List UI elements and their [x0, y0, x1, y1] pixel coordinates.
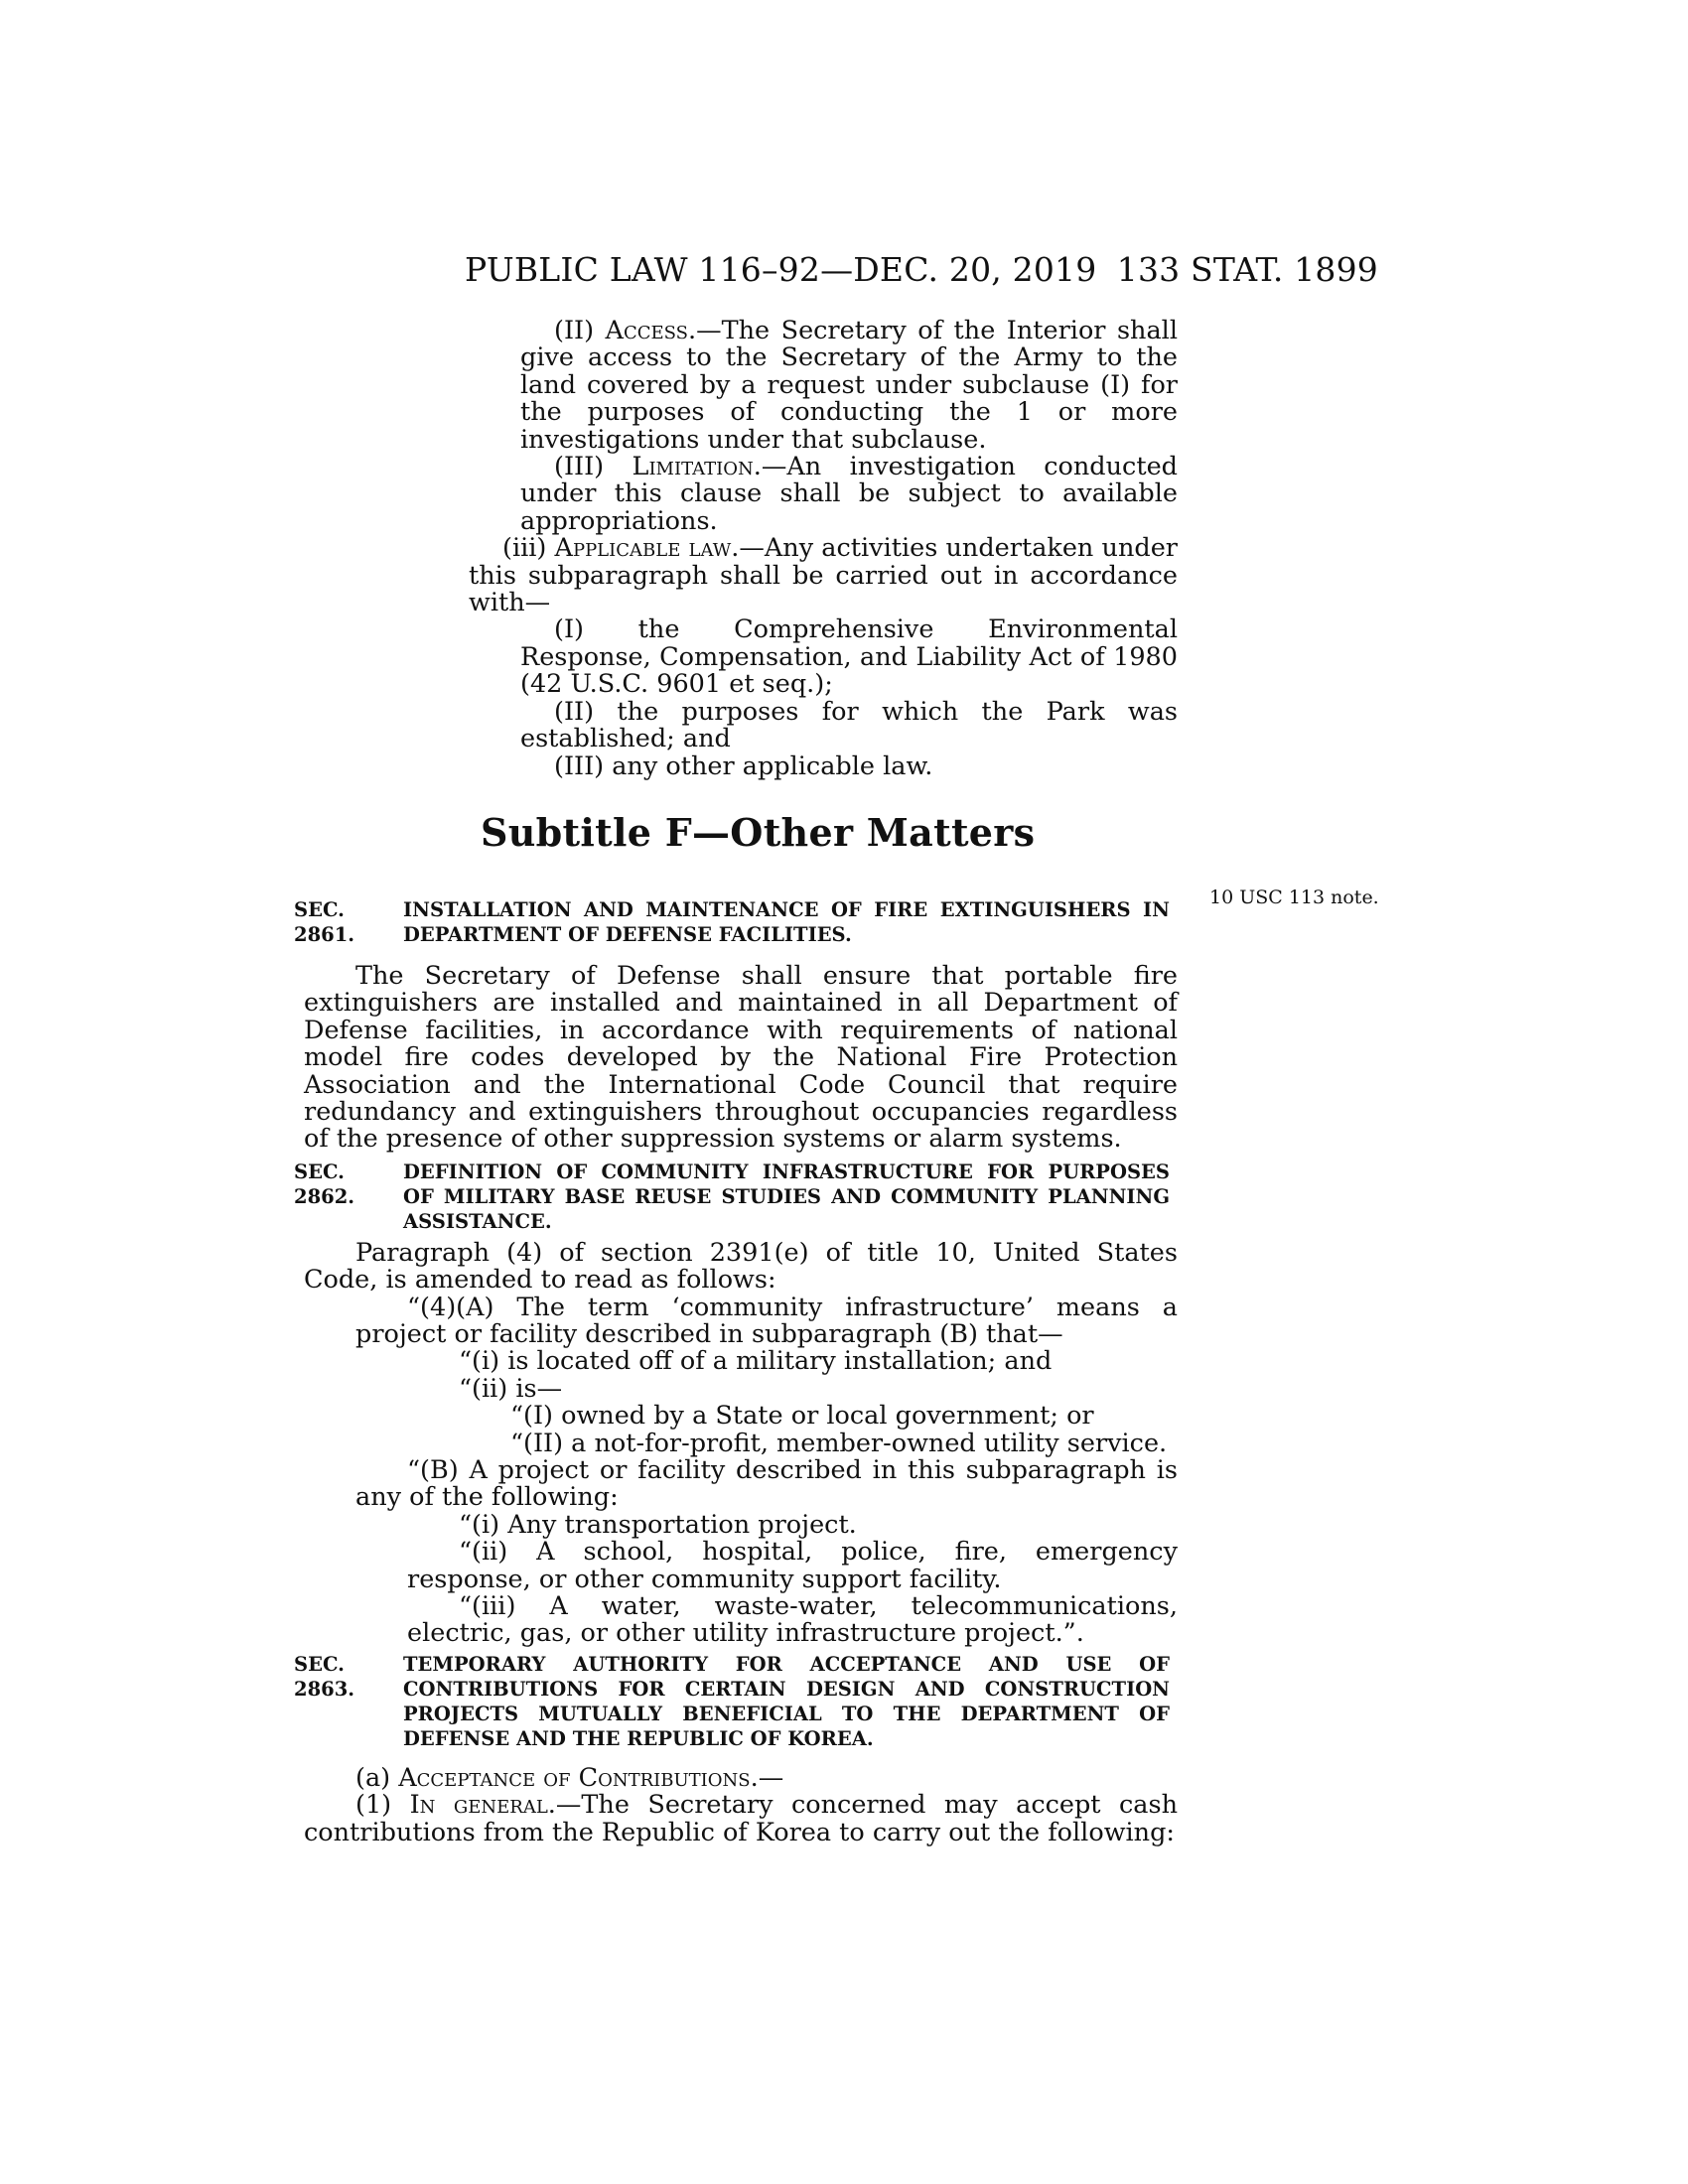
para-cercla: (I) the Comprehensive Environmental Response, Compensation, and Liability Act of 1980 (42 U.S.C. 9601 et seq.);: [520, 614, 1178, 700]
statute-page-number: 133 STAT. 1899: [1116, 250, 1378, 289]
section-title: TEMPORARY AUTHORITY FOR ACCEPTANCE AND USE OF CONTRIBUTIONS FOR CERTAIN DESIGN AND CONSTRUCTION PROJECTS MUTUALLY BENEFICIAL TO THE DEPARTMENT OF DEFENSE AND THE REPUBLIC OF KOREA.: [403, 1652, 1170, 1750]
subsection-a: (a) Acceptance of Contributions.—: [355, 1762, 784, 1793]
page-header: [465, 250, 1378, 294]
para-park-purposes: (II) the purposes for which the Park was established; and: [520, 696, 1178, 754]
heading-access: Access: [605, 316, 688, 345]
heading-applicable-law: Applicable law: [554, 533, 732, 564]
section-number: SEC. 2862.: [294, 1160, 355, 1208]
definition-a-ii: “(ii) is—: [459, 1373, 563, 1404]
section-number: SEC. 2861.: [294, 897, 355, 946]
subtitle-heading: Subtitle F—Other Matters: [481, 810, 1036, 855]
para-limitation: (III) Limitation.—An investigation conducted under this clause shall be subject to available appropriations.: [520, 452, 1178, 536]
section-2863-heading: [294, 1652, 1170, 1751]
definition-a-ii-I: “(I) owned by a State or local government; or: [510, 1401, 1094, 1432]
document-body: [294, 316, 1179, 1847]
public-law-citation: PUBLIC LAW 116–92—DEC. 20, 2019: [465, 250, 1097, 289]
definition-b-ii: “(ii) A school, hospital, police, fire, emergency response, or other community support facility.: [407, 1537, 1178, 1594]
section-2861-body: The Secretary of Defense shall ensure that portable fire extinguishers are installed and maintained in all Department of Defense facilities, in accordance with requirements of national model fire codes developed by the National Fire Protection Association and the International Code Council that require redundancy and extinguishers throughout occupancies regardless of the presence of other suppression systems or alarm systems.: [304, 960, 1178, 1155]
section-2862-heading: [294, 1160, 1170, 1234]
definition-b-iii: “(iii) A water, waste-water, telecommunications, electric, gas, or other utility infrastructure project.”.: [407, 1591, 1178, 1649]
section-number: SEC. 2863.: [294, 1652, 355, 1701]
definition-a: “(4)(A) The term ‘community infrastructure’ means a project or facility described in subparagraph (B) that—: [355, 1292, 1178, 1349]
definition-a-ii-II: “(II) a not-for-profit, member-owned utility service.: [510, 1428, 1168, 1458]
para-applicable-law: (iii) Applicable law.—Any activities undertaken under this subparagraph shall be carried out in accordance with—: [469, 533, 1178, 618]
definition-b-i: “(i) Any transportation project.: [459, 1509, 857, 1540]
section-title: DEFINITION OF COMMUNITY INFRASTRUCTURE FOR PURPOSES OF MILITARY BASE REUSE STUDIES AND COMMUNITY PLANNING ASSISTANCE.: [403, 1160, 1170, 1233]
heading-limitation: Limitation: [632, 452, 754, 482]
definition-a-i: “(i) is located off of a military installation; and: [459, 1346, 1053, 1377]
heading-in-general: In general: [409, 1790, 548, 1821]
para-other-law: (III) any other applicable law.: [554, 751, 933, 781]
section-title: INSTALLATION AND MAINTENANCE OF FIRE EXTINGUISHERS IN DEPARTMENT OF DEFENSE FACILITIES.: [403, 897, 1170, 946]
margin-note: 10 USC 113 note.: [1209, 887, 1379, 908]
para-access: (II) Access.—The Secretary of the Interior shall give access to the Secretary of the Army to the land covered by a request under subclause (I) for the purposes of conducting the 1 or more investigations under that subclause.: [520, 316, 1178, 455]
paragraph-1: (1) In general.—The Secretary concerned may accept cash contributions from the Republic of Korea to carry out the following:: [304, 1790, 1179, 1847]
section-2861-heading: [294, 897, 1170, 947]
section-2862-intro: Paragraph (4) of section 2391(e) of title 10, United States Code, is amended to read as follows:: [304, 1237, 1178, 1296]
definition-b: “(B) A project or facility described in this subparagraph is any of the following:: [355, 1455, 1178, 1513]
heading-acceptance: Acceptance of Contributions: [398, 1762, 751, 1793]
